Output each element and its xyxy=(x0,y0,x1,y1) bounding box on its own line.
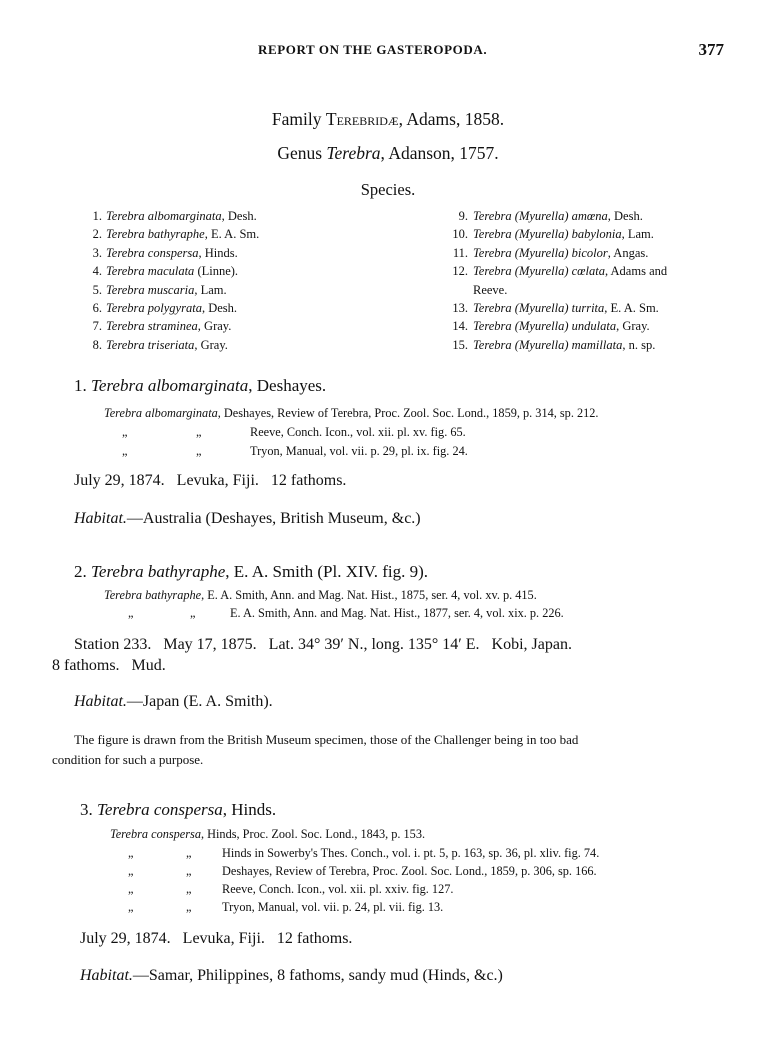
entry3-synonym: Tryon, Manual, vol. vii. p. 24, pl. vii. fig. 13. xyxy=(222,900,444,914)
entry2-record: Station 233. May 17, 1875. Lat. 34° 39′ N., long. 135° 14′ E. Kobi, Japan. xyxy=(74,636,572,653)
species-heading: Species. xyxy=(360,180,416,199)
list-item: 1. Terebra albomarginata, Desh. xyxy=(92,209,257,223)
entry1-synonym: „ xyxy=(196,425,202,439)
list-item: 3. Terebra conspersa, Hinds. xyxy=(92,245,238,260)
entry1-synonym: Reeve, Conch. Icon., vol. xii. pl. xv. fig. 65. xyxy=(250,425,466,439)
entry3-synonym: „ xyxy=(128,882,134,896)
list-item: 11. Terebra (Myurella) bicolor, Angas. xyxy=(452,245,649,260)
entry1-synonym: „ xyxy=(122,444,128,458)
species-list-left xyxy=(80,207,259,354)
entry2-synonym: „ xyxy=(128,606,134,620)
entry3-synonym: „ xyxy=(128,846,134,860)
list-item: 10. Terebra (Myurella) babylonia, Lam. xyxy=(452,227,654,242)
list-item: 12. Terebra (Myurella) cœlata, Adams and xyxy=(452,264,668,279)
list-item: 9. Terebra (Myurella) amœna, Desh. xyxy=(458,209,643,223)
list-item: 8. Terebra triseriata, Gray. xyxy=(92,337,228,352)
entry3-synonym: „ xyxy=(128,900,134,914)
entry2-synonym: „ xyxy=(190,606,196,620)
entry2-habitat: Habitat.—Japan (E. A. Smith). xyxy=(74,693,273,710)
entry1-habitat: Habitat.—Australia (Deshayes, British Museum, &c.) xyxy=(74,510,421,527)
list-item: 4. Terebra maculata (Linne). xyxy=(92,264,239,279)
entry3-synonym: Deshayes, Review of Terebra, Proc. Zool. Soc. Lond., 1859, p. 306, sp. 166. xyxy=(222,864,597,878)
entry1-synonym: „ xyxy=(122,425,128,439)
page-number: 377 xyxy=(698,40,724,59)
list-item: 6. Terebra polygyrata, Desh. xyxy=(92,301,238,316)
running-title: REPORT ON THE GASTEROPODA. xyxy=(258,42,488,57)
list-item: 13. Terebra (Myurella) turrita, E. A. Sm. xyxy=(452,301,659,316)
list-item: Reeve. xyxy=(473,282,508,297)
entry1-synonym: Tryon, Manual, vol. vii. p. 29, pl. ix. fig. 24. xyxy=(250,444,468,458)
entry3-synonym: „ xyxy=(186,882,192,896)
entry2-record: 8 fathoms. Mud. xyxy=(52,657,166,674)
family-name: Terebridæ xyxy=(325,109,399,129)
entry1-record: July 29, 1874. Levuka, Fiji. 12 fathoms. xyxy=(74,472,347,489)
entry3-synonym: Reeve, Conch. Icon., vol. xii. pl. xxiv. fig. 127. xyxy=(222,882,454,896)
species-list-right xyxy=(440,207,667,354)
list-item: 5. Terebra muscaria, Lam. xyxy=(92,282,227,297)
entry3-record: July 29, 1874. Levuka, Fiji. 12 fathoms. xyxy=(80,930,353,947)
entry2-note: condition for such a purpose. xyxy=(52,752,204,767)
entry1-synonym: „ xyxy=(196,444,202,458)
entry3-synonym: Terebra conspersa, Hinds, Proc. Zool. Soc. Lond., 1843, p. 153. xyxy=(110,827,426,841)
entry3-synonym: „ xyxy=(186,846,192,860)
entry2-synonym: E. A. Smith, Ann. and Mag. Nat. Hist., 1877, ser. 4, vol. xix. p. 226. xyxy=(230,606,564,620)
entry1-synonym: Terebra albomarginata, Deshayes, Review of Terebra, Proc. Zool. Soc. Lond., 1859, p. 314, sp. 212. xyxy=(104,406,599,420)
list-item: 15. Terebra (Myurella) mamillata, n. sp. xyxy=(452,337,656,352)
entry2-synonym: Terebra bathyraphe, E. A. Smith, Ann. and Mag. Nat. Hist., 1875, ser. 4, vol. xv. p. 415. xyxy=(104,588,537,602)
family-heading: Family Terebridæ, Adams, 1858. xyxy=(271,109,505,129)
genus-heading: Genus Terebra, Adanson, 1757. xyxy=(277,143,499,163)
entry3-synonym: Hinds in Sowerby's Thes. Conch., vol. i. pt. 5, p. 163, sp. 36, pl. xliv. fig. 74. xyxy=(222,846,600,860)
list-item: 2. Terebra bathyraphe, E. A. Sm. xyxy=(92,227,260,242)
entry3-heading: 3. Terebra conspersa, Hinds. xyxy=(80,800,277,819)
entry2-note: The figure is drawn from the British Museum specimen, those of the Challenger being in too bad xyxy=(74,732,579,747)
entry3-synonym: „ xyxy=(128,864,134,878)
list-item: 7. Terebra straminea, Gray. xyxy=(92,319,232,334)
entry3-synonym: „ xyxy=(186,900,192,914)
entry1-heading: 1. Terebra albomarginata, Deshayes. xyxy=(74,376,327,395)
list-item: 14. Terebra (Myurella) undulata, Gray. xyxy=(452,319,650,334)
genus-name: Terebra xyxy=(326,143,381,163)
entry3-synonym: „ xyxy=(186,864,192,878)
entry3-habitat: Habitat.—Samar, Philippines, 8 fathoms, sandy mud (Hinds, &c.) xyxy=(80,967,503,984)
entry2-heading: 2. Terebra bathyraphe, E. A. Smith (Pl. XIV. fig. 9). xyxy=(74,562,429,581)
